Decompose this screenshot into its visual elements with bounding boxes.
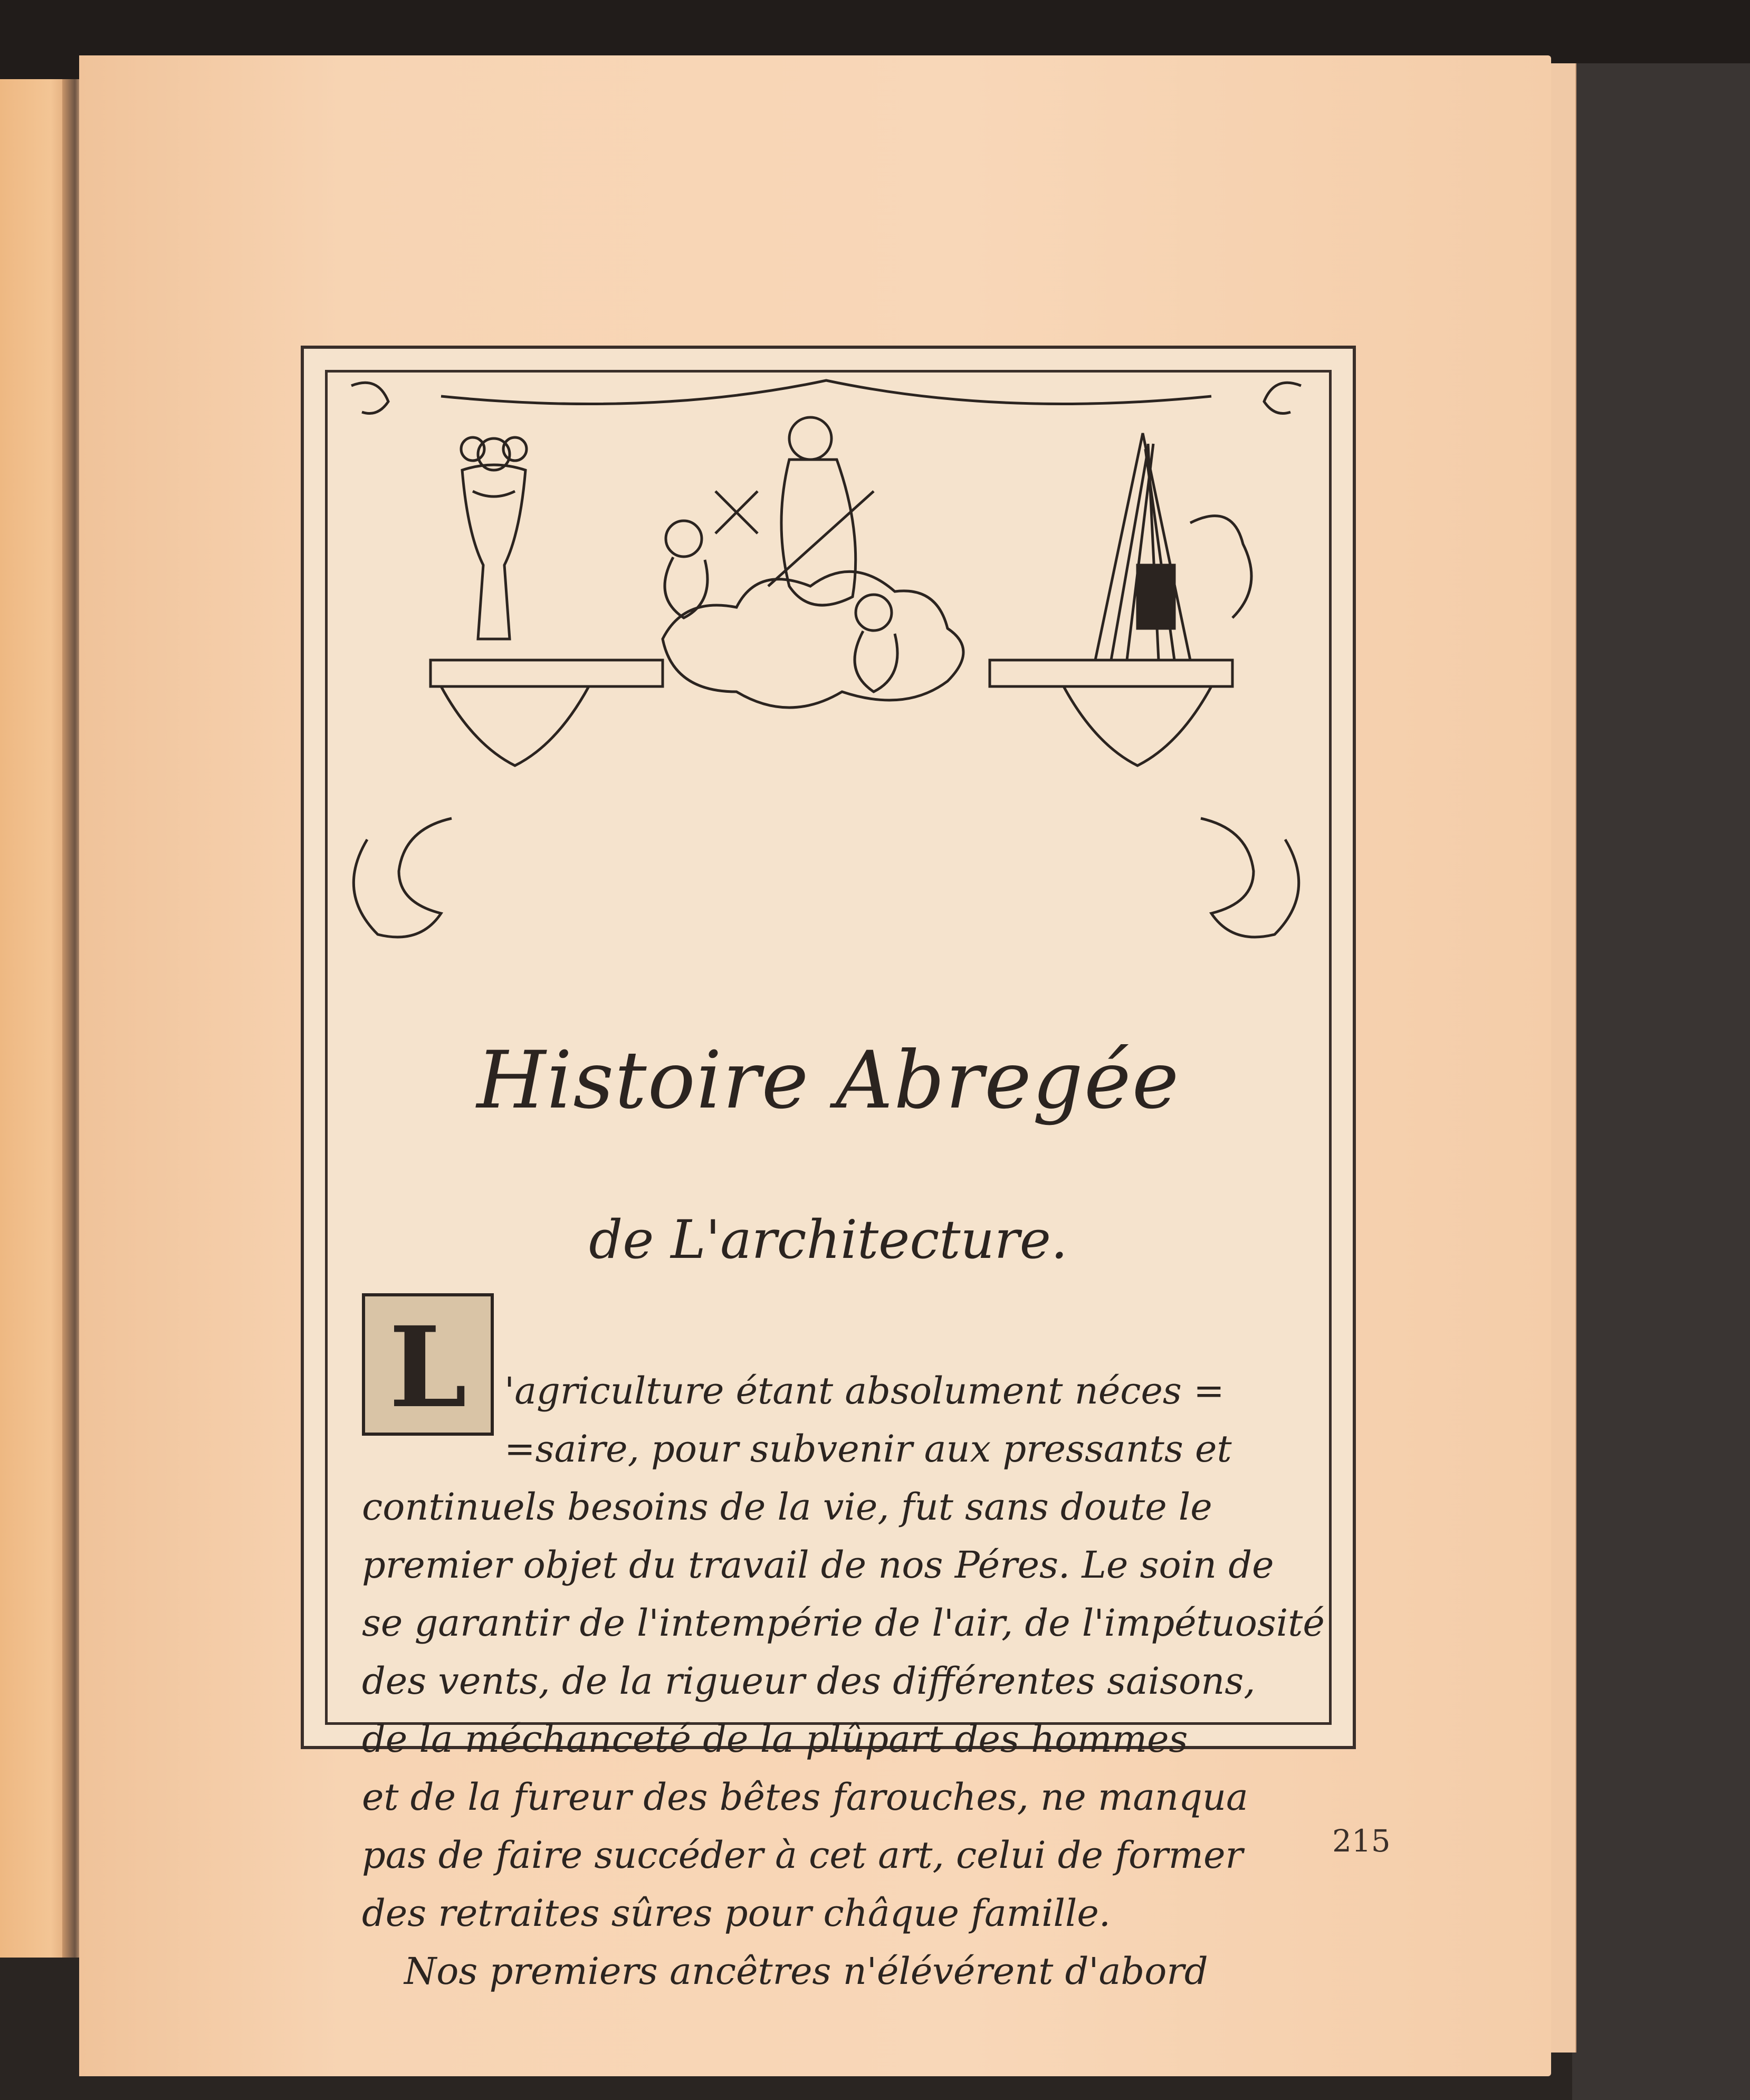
cherub-icon <box>855 595 897 692</box>
body-line: continuels besoins de la vie, fut sans doute le <box>362 1485 1212 1529</box>
body-line: premier objet du travail de nos Péres. Le soin de <box>362 1543 1274 1587</box>
body-line: se garantir de l'intempérie de l'air, de l'impétuosité <box>362 1601 1325 1645</box>
engraved-header-illustration <box>336 365 1317 945</box>
left-pedestal <box>431 660 663 686</box>
plate-subtitle: de L'architecture. <box>589 1209 1068 1271</box>
rococo-cartouche-icon <box>353 818 452 937</box>
allegory-figure-icon <box>715 417 874 605</box>
body-line: pas de faire succéder à cet art, celui de former <box>362 1834 1243 1877</box>
body-line: et de la fureur des bêtes farouches, ne manqua <box>362 1776 1248 1819</box>
body-line: de la méchanceté de la plûpart des hommes <box>362 1717 1188 1761</box>
vase-ornament-icon <box>461 437 527 639</box>
plate-title: Histoire Abregée <box>476 1035 1180 1127</box>
book-cover <box>1572 63 1750 2100</box>
clouds <box>663 571 963 708</box>
body-line: 'agriculture étant absolument néces = <box>504 1369 1225 1412</box>
page-edge <box>1566 63 1576 2053</box>
page-number: 215 <box>1332 1823 1391 1859</box>
cherub-icon <box>665 521 707 618</box>
body-line: Nos premiers ancêtres n'élévérent d'abord <box>404 1950 1208 1993</box>
body-line: des retraites sûres pour châque famille. <box>362 1892 1111 1935</box>
right-page <box>79 55 1551 2076</box>
body-line: des vents, de la rigueur des différentes saisons, <box>362 1659 1256 1703</box>
body-line: =saire, pour subvenir aux pressants et <box>504 1427 1232 1471</box>
right-pedestal <box>990 660 1232 686</box>
primitive-hut-icon <box>1095 433 1251 660</box>
plate-body-text <box>362 1362 1325 2000</box>
rococo-cartouche-icon <box>1201 818 1299 937</box>
drop-cap-letter: L <box>389 1302 467 1433</box>
engraved-plate <box>301 346 1356 1993</box>
